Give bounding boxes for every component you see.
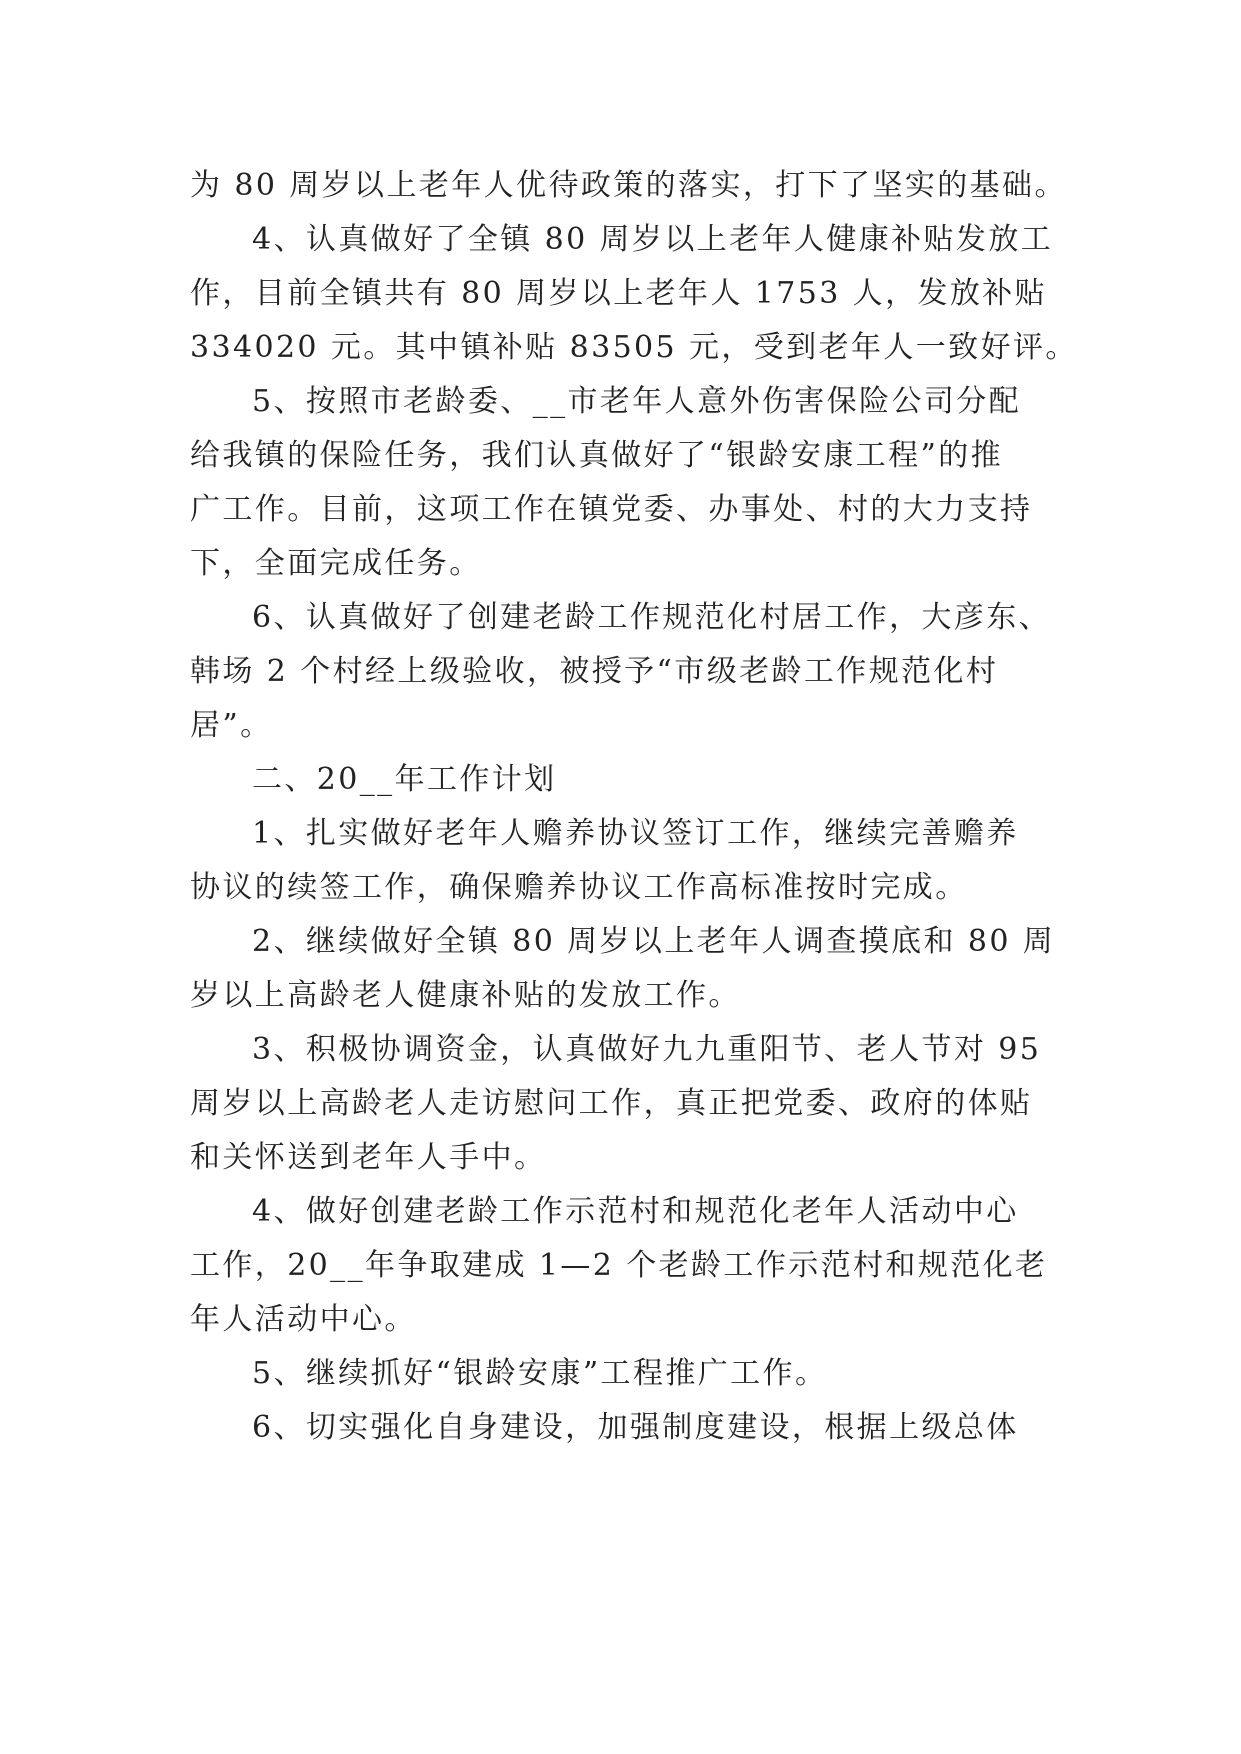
paragraph-start-line: 5、继续抓好“银龄安康”工程推广工作。 [252, 1356, 828, 1391]
text-line: 给我镇的保险任务，我们认真做好了“银龄安康工程”的推 [190, 438, 1004, 473]
text-line: 和关怀送到老年人手中。 [190, 1140, 547, 1175]
text-line: 广工作。目前，这项工作在镇党委、办事处、村的大力支持 [190, 492, 1033, 527]
paragraph-start-line: 6、切实强化自身建设，加强制度建设，根据上级总体 [252, 1410, 1019, 1445]
text-line: 韩场 2 个村经上级验收，被授予“市级老龄工作规范化村 [190, 654, 999, 689]
paragraph-start-line: 4、做好创建老龄工作示范村和规范化老年人活动中心 [252, 1194, 1019, 1229]
text-line: 为 80 周岁以上老年人优待政策的落实，打下了坚实的基础。 [190, 168, 1067, 203]
text-line: 协议的续签工作，确保赡养协议工作高标准按时完成。 [190, 870, 968, 905]
text-line: 作，目前全镇共有 80 周岁以上老年人 1753 人，发放补贴 [190, 276, 1048, 311]
paragraph-start-line: 5、按照市老龄委、__市老年人意外伤害保险公司分配 [252, 384, 1022, 419]
text-line: 年人活动中心。 [190, 1302, 417, 1337]
text-line: 工作，20__年争取建成 1—2 个老龄工作示范村和规范化老 [190, 1248, 1048, 1283]
text-line: 下，全面完成任务。 [190, 546, 482, 581]
text-line: 周岁以上高龄老人走访慰问工作，真正把党委、政府的体贴 [190, 1086, 1033, 1121]
paragraph-start-line: 4、认真做好了全镇 80 周岁以上老年人健康补贴发放工 [252, 222, 1054, 257]
paragraph-start-line: 6、认真做好了创建老龄工作规范化村居工作，大彦东、 [252, 600, 1052, 635]
text-line: 居”。 [190, 708, 273, 743]
text-line: 岁以上高龄老人健康补贴的发放工作。 [190, 978, 741, 1013]
paragraph-start-line: 2、继续做好全镇 80 周岁以上老年人调查摸底和 80 周 [252, 924, 1056, 959]
section-heading: 二、20__年工作计划 [252, 762, 557, 797]
text-line: 334020 元。其中镇补贴 83505 元，受到老年人一致好评。 [190, 330, 1078, 365]
paragraph-start-line: 3、积极协调资金，认真做好九九重阳节、老人节对 95 [252, 1032, 1042, 1067]
paragraph-start-line: 1、扎实做好老年人赡养协议签订工作，继续完善赡养 [252, 816, 1019, 851]
